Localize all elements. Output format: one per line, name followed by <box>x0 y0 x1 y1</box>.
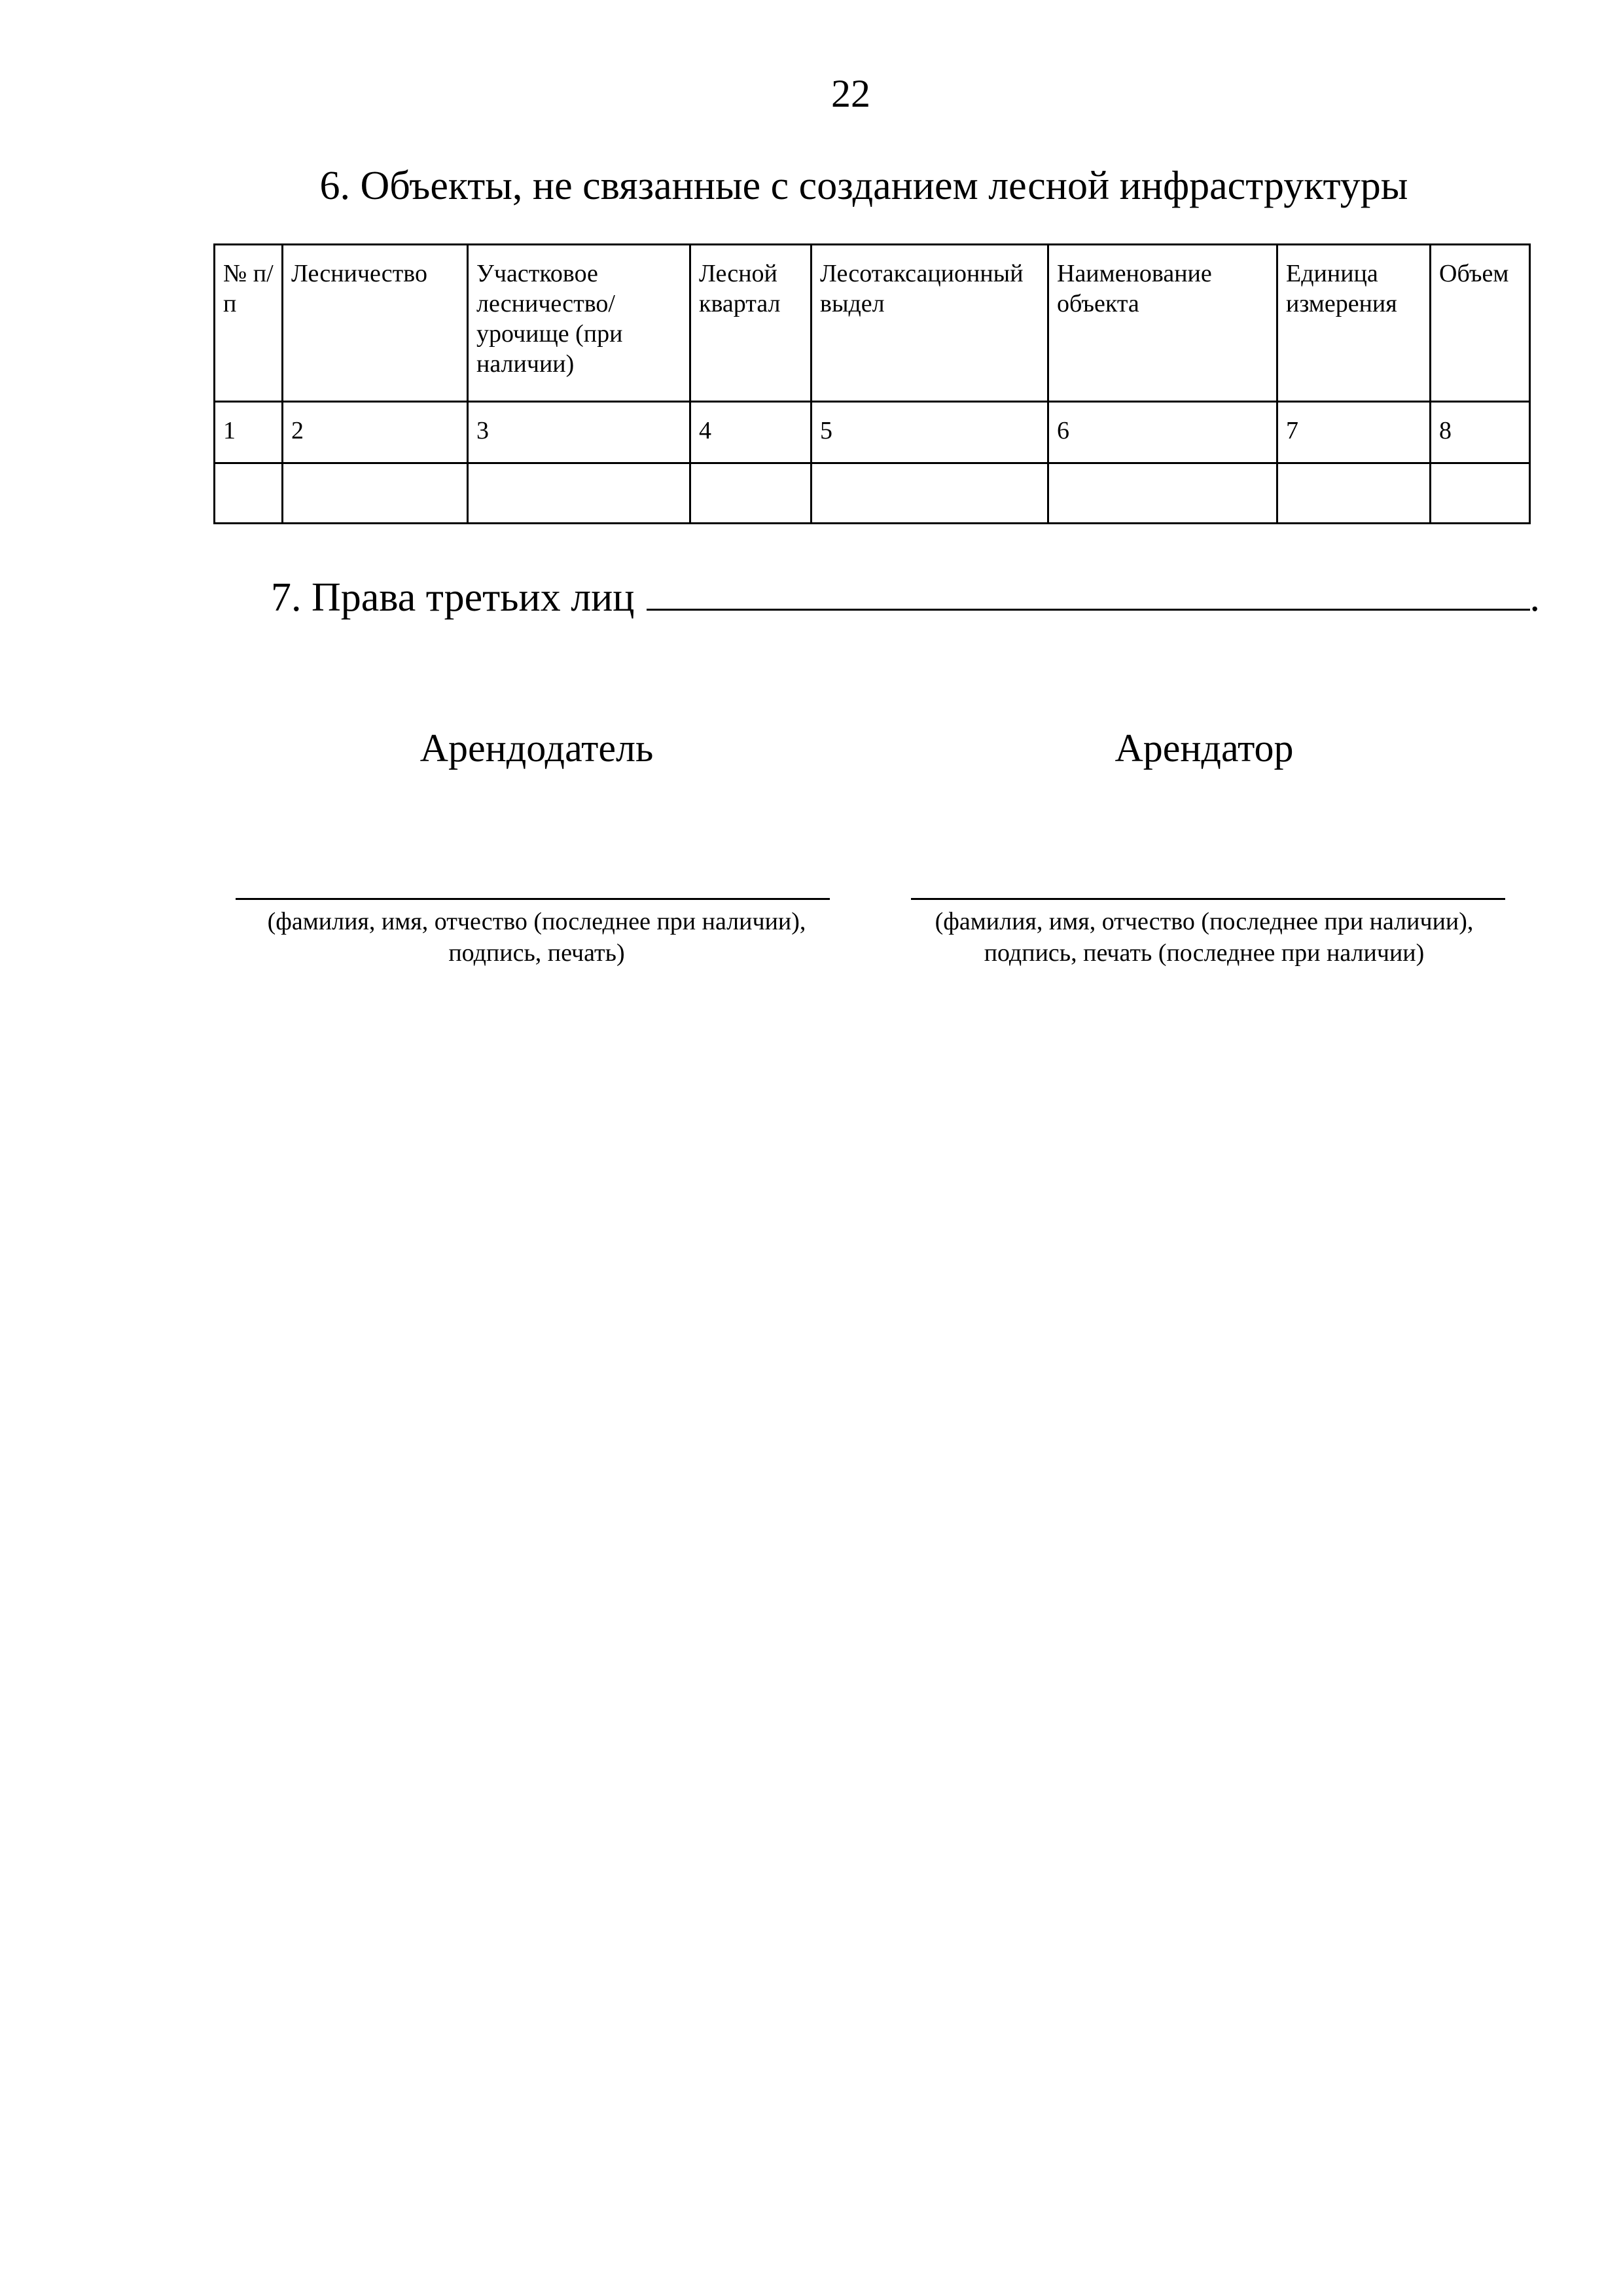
table-cell <box>1277 463 1431 524</box>
table-cell: 1 <box>215 402 283 463</box>
header-cell-forest-quarter: Лесной квартал <box>690 245 812 402</box>
table-cell <box>283 463 468 524</box>
lessee-title: Арендатор <box>1115 726 1294 770</box>
header-cell-unit: Единица измерения <box>1277 245 1431 402</box>
table-cell <box>468 463 690 524</box>
lessee-signature-caption <box>877 906 1531 969</box>
header-cell-forestry: Лесничество <box>283 245 468 402</box>
section-6-title: 6. Объекты, не связанные с созданием лесной инфраструктуры <box>319 164 1408 208</box>
page-number: 22 <box>831 72 870 115</box>
table-header-row <box>215 245 1530 402</box>
third-party-rights-line <box>271 568 1540 622</box>
third-party-rights-end-mark: . <box>1529 575 1540 620</box>
lessor-caption-line-1: (фамилия, имя, отчество (последнее при наличии), <box>267 908 806 935</box>
third-party-rights-label: 7. Права третьих лиц <box>271 575 635 620</box>
objects-table <box>213 243 1531 524</box>
table-cell: 6 <box>1048 402 1277 463</box>
table-cell <box>215 463 283 524</box>
third-party-rights-blank <box>647 568 1530 611</box>
lessor-signature-caption <box>209 906 864 969</box>
table-cell <box>812 463 1048 524</box>
table-cell <box>690 463 812 524</box>
table-cell: 4 <box>690 402 812 463</box>
header-cell-object-name: Наименование объекта <box>1048 245 1277 402</box>
lessor-caption-line-2: подпись, печать) <box>448 939 625 967</box>
lessor-title: Арендодатель <box>419 726 654 770</box>
table-cell: 5 <box>812 402 1048 463</box>
lessee-caption-line-2: подпись, печать (последнее при наличии) <box>984 939 1425 967</box>
table-row-column-numbers <box>215 402 1530 463</box>
table-cell: 8 <box>1431 402 1530 463</box>
header-cell-number: № п/п <box>215 245 283 402</box>
table-row-empty <box>215 463 1530 524</box>
lessor-signature-line <box>236 898 830 900</box>
table-cell: 2 <box>283 402 468 463</box>
header-cell-volume: Объем <box>1431 245 1530 402</box>
table-cell: 7 <box>1277 402 1431 463</box>
table-cell <box>1431 463 1530 524</box>
header-cell-district-forestry: Участковое лесничество/ урочище (при наличии) <box>468 245 690 402</box>
lessee-caption-line-1: (фамилия, имя, отчество (последнее при наличии), <box>935 908 1474 935</box>
table-cell: 3 <box>468 402 690 463</box>
table-cell <box>1048 463 1277 524</box>
header-cell-taxation-unit: Лесотаксационный выдел <box>812 245 1048 402</box>
lessee-signature-line <box>911 898 1505 900</box>
